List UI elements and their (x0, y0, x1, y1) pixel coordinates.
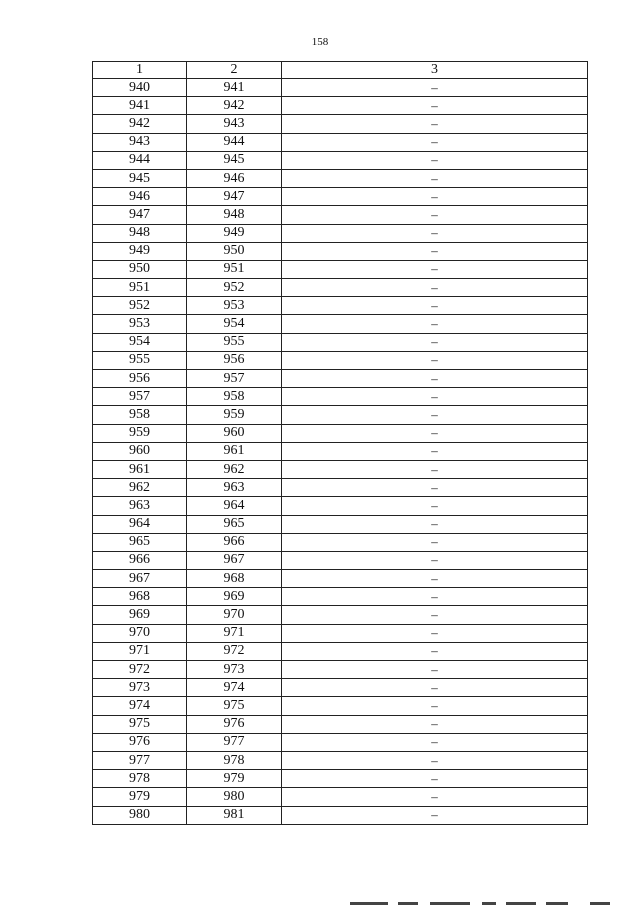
table-row (93, 115, 588, 133)
table-cell-col-2: 956 (187, 351, 282, 369)
table-cell-col-3: – (282, 315, 588, 333)
table-cell-col-1: 948 (93, 224, 187, 242)
table-cell-col-3: – (282, 679, 588, 697)
table-cell-col-2: 972 (187, 642, 282, 660)
table-cell-col-2: 969 (187, 588, 282, 606)
table-cell-col-3: – (282, 188, 588, 206)
table-cell-col-1: 944 (93, 151, 187, 169)
table-cell-col-1: 966 (93, 551, 187, 569)
table-cell-col-1: 969 (93, 606, 187, 624)
table-row (93, 733, 588, 751)
table-cell-col-2: 944 (187, 133, 282, 151)
table-cell-col-1: 968 (93, 588, 187, 606)
table-cell-col-1: 962 (93, 479, 187, 497)
table-row (93, 97, 588, 115)
table-cell-col-3: – (282, 751, 588, 769)
table-cell-col-1: 965 (93, 533, 187, 551)
table-row (93, 770, 588, 788)
table-cell-col-2: 943 (187, 115, 282, 133)
table-cell-col-1: 972 (93, 661, 187, 679)
table-cell-col-1: 979 (93, 788, 187, 806)
table-cell-col-3: – (282, 424, 588, 442)
table-row (93, 551, 588, 569)
table-row (93, 751, 588, 769)
table-cell-col-1: 955 (93, 351, 187, 369)
table-cell-col-2: 981 (187, 806, 282, 824)
table-row (93, 133, 588, 151)
table-cell-col-3: – (282, 715, 588, 733)
table-cell-col-1: 958 (93, 406, 187, 424)
table-cell-col-1: 960 (93, 442, 187, 460)
table-cell-col-3: – (282, 79, 588, 97)
table-cell-col-1: 954 (93, 333, 187, 351)
table-cell-col-3: – (282, 661, 588, 679)
table-row (93, 661, 588, 679)
table-cell-col-2: 971 (187, 624, 282, 642)
table-row (93, 151, 588, 169)
table-cell-col-1: 976 (93, 733, 187, 751)
table-cell-col-2: 946 (187, 169, 282, 187)
table-row (93, 224, 588, 242)
table-row (93, 188, 588, 206)
table-cell-col-1: 946 (93, 188, 187, 206)
table-row (93, 479, 588, 497)
table-row (93, 533, 588, 551)
table-cell-col-3: – (282, 388, 588, 406)
table-cell-col-1: 977 (93, 751, 187, 769)
table-row (93, 642, 588, 660)
table-row (93, 260, 588, 278)
table-cell-col-3: – (282, 606, 588, 624)
table-cell-col-1: 964 (93, 515, 187, 533)
table-cell-col-3: – (282, 279, 588, 297)
table-row (93, 788, 588, 806)
table-row (93, 370, 588, 388)
table-row (93, 697, 588, 715)
table-cell-col-3: – (282, 351, 588, 369)
table-row (93, 315, 588, 333)
table-cell-col-1: 942 (93, 115, 187, 133)
table-row (93, 570, 588, 588)
table-cell-col-2: 965 (187, 515, 282, 533)
table-cell-col-3: – (282, 479, 588, 497)
table-cell-col-2: 957 (187, 370, 282, 388)
table-cell-col-1: 975 (93, 715, 187, 733)
table-cell-col-3: – (282, 169, 588, 187)
table-cell-col-3: – (282, 460, 588, 478)
table-cell-col-3: – (282, 533, 588, 551)
table-row (93, 515, 588, 533)
table-cell-col-1: 957 (93, 388, 187, 406)
table-row (93, 242, 588, 260)
table-cell-col-1: 963 (93, 497, 187, 515)
table-row (93, 588, 588, 606)
table-cell-col-3: – (282, 333, 588, 351)
table-cell-col-2: 955 (187, 333, 282, 351)
table-cell-col-1: 945 (93, 169, 187, 187)
table-row (93, 351, 588, 369)
column-header-1: 1 (93, 62, 187, 79)
table-cell-col-2: 949 (187, 224, 282, 242)
table-row (93, 624, 588, 642)
table-row (93, 806, 588, 824)
table-header-row (93, 62, 588, 79)
table-cell-col-3: – (282, 733, 588, 751)
table-cell-col-2: 950 (187, 242, 282, 260)
table-cell-col-3: – (282, 551, 588, 569)
table-row (93, 169, 588, 187)
table-cell-col-3: – (282, 442, 588, 460)
table-cell-col-2: 967 (187, 551, 282, 569)
data-table (92, 61, 588, 825)
table-cell-col-3: – (282, 588, 588, 606)
table-cell-col-2: 952 (187, 279, 282, 297)
table-cell-col-2: 953 (187, 297, 282, 315)
table-cell-col-3: – (282, 151, 588, 169)
table-row (93, 297, 588, 315)
table-cell-col-2: 954 (187, 315, 282, 333)
table-cell-col-3: – (282, 242, 588, 260)
table-cell-col-3: – (282, 297, 588, 315)
table-cell-col-2: 980 (187, 788, 282, 806)
table-cell-col-3: – (282, 697, 588, 715)
table-cell-col-3: – (282, 260, 588, 278)
table-cell-col-1: 974 (93, 697, 187, 715)
table-row (93, 388, 588, 406)
table-cell-col-2: 942 (187, 97, 282, 115)
table-cell-col-1: 940 (93, 79, 187, 97)
table-cell-col-1: 943 (93, 133, 187, 151)
table-cell-col-1: 973 (93, 679, 187, 697)
table-cell-col-3: – (282, 406, 588, 424)
table-cell-col-3: – (282, 624, 588, 642)
table-cell-col-2: 973 (187, 661, 282, 679)
table-cell-col-1: 970 (93, 624, 187, 642)
table-cell-col-1: 971 (93, 642, 187, 660)
table-cell-col-1: 953 (93, 315, 187, 333)
table-cell-col-2: 975 (187, 697, 282, 715)
table-cell-col-2: 945 (187, 151, 282, 169)
table-row (93, 279, 588, 297)
table-cell-col-2: 961 (187, 442, 282, 460)
table-body (93, 79, 588, 825)
column-header-2: 2 (187, 62, 282, 79)
table-row (93, 442, 588, 460)
table-cell-col-2: 968 (187, 570, 282, 588)
table-cell-col-3: – (282, 642, 588, 660)
table-cell-col-2: 963 (187, 479, 282, 497)
table-cell-col-1: 952 (93, 297, 187, 315)
table-cell-col-3: – (282, 97, 588, 115)
table-row (93, 679, 588, 697)
table-cell-col-1: 941 (93, 97, 187, 115)
column-header-3: 3 (282, 62, 588, 79)
table-cell-col-3: – (282, 788, 588, 806)
table-row (93, 424, 588, 442)
table-cell-col-1: 959 (93, 424, 187, 442)
table-cell-col-2: 976 (187, 715, 282, 733)
table-cell-col-1: 949 (93, 242, 187, 260)
table-row (93, 206, 588, 224)
table-cell-col-3: – (282, 115, 588, 133)
table-cell-col-2: 941 (187, 79, 282, 97)
table-cell-col-3: – (282, 224, 588, 242)
table-row (93, 497, 588, 515)
table-cell-col-2: 970 (187, 606, 282, 624)
table-cell-col-1: 950 (93, 260, 187, 278)
table-cell-col-2: 962 (187, 460, 282, 478)
table-cell-col-2: 958 (187, 388, 282, 406)
table-cell-col-2: 948 (187, 206, 282, 224)
table-cell-col-2: 977 (187, 733, 282, 751)
table-cell-col-3: – (282, 133, 588, 151)
table-cell-col-3: – (282, 515, 588, 533)
table-cell-col-2: 966 (187, 533, 282, 551)
table-cell-col-1: 951 (93, 279, 187, 297)
table-row (93, 715, 588, 733)
table-cell-col-3: – (282, 206, 588, 224)
table-cell-col-3: – (282, 497, 588, 515)
footer-scan-marks (350, 901, 630, 905)
table-cell-col-1: 947 (93, 206, 187, 224)
table-row (93, 333, 588, 351)
data-table-container (92, 61, 587, 825)
table-cell-col-2: 978 (187, 751, 282, 769)
table-cell-col-2: 947 (187, 188, 282, 206)
table-cell-col-1: 956 (93, 370, 187, 388)
table-cell-col-1: 961 (93, 460, 187, 478)
page-number: 158 (311, 36, 329, 48)
table-cell-col-2: 979 (187, 770, 282, 788)
table-cell-col-2: 964 (187, 497, 282, 515)
table-cell-col-2: 960 (187, 424, 282, 442)
table-cell-col-3: – (282, 770, 588, 788)
table-row (93, 606, 588, 624)
table-cell-col-1: 967 (93, 570, 187, 588)
table-row (93, 406, 588, 424)
table-cell-col-3: – (282, 570, 588, 588)
table-cell-col-1: 980 (93, 806, 187, 824)
table-cell-col-3: – (282, 806, 588, 824)
table-cell-col-1: 978 (93, 770, 187, 788)
table-row (93, 460, 588, 478)
table-cell-col-3: – (282, 370, 588, 388)
table-cell-col-2: 951 (187, 260, 282, 278)
table-cell-col-2: 974 (187, 679, 282, 697)
table-cell-col-2: 959 (187, 406, 282, 424)
table-row (93, 79, 588, 97)
